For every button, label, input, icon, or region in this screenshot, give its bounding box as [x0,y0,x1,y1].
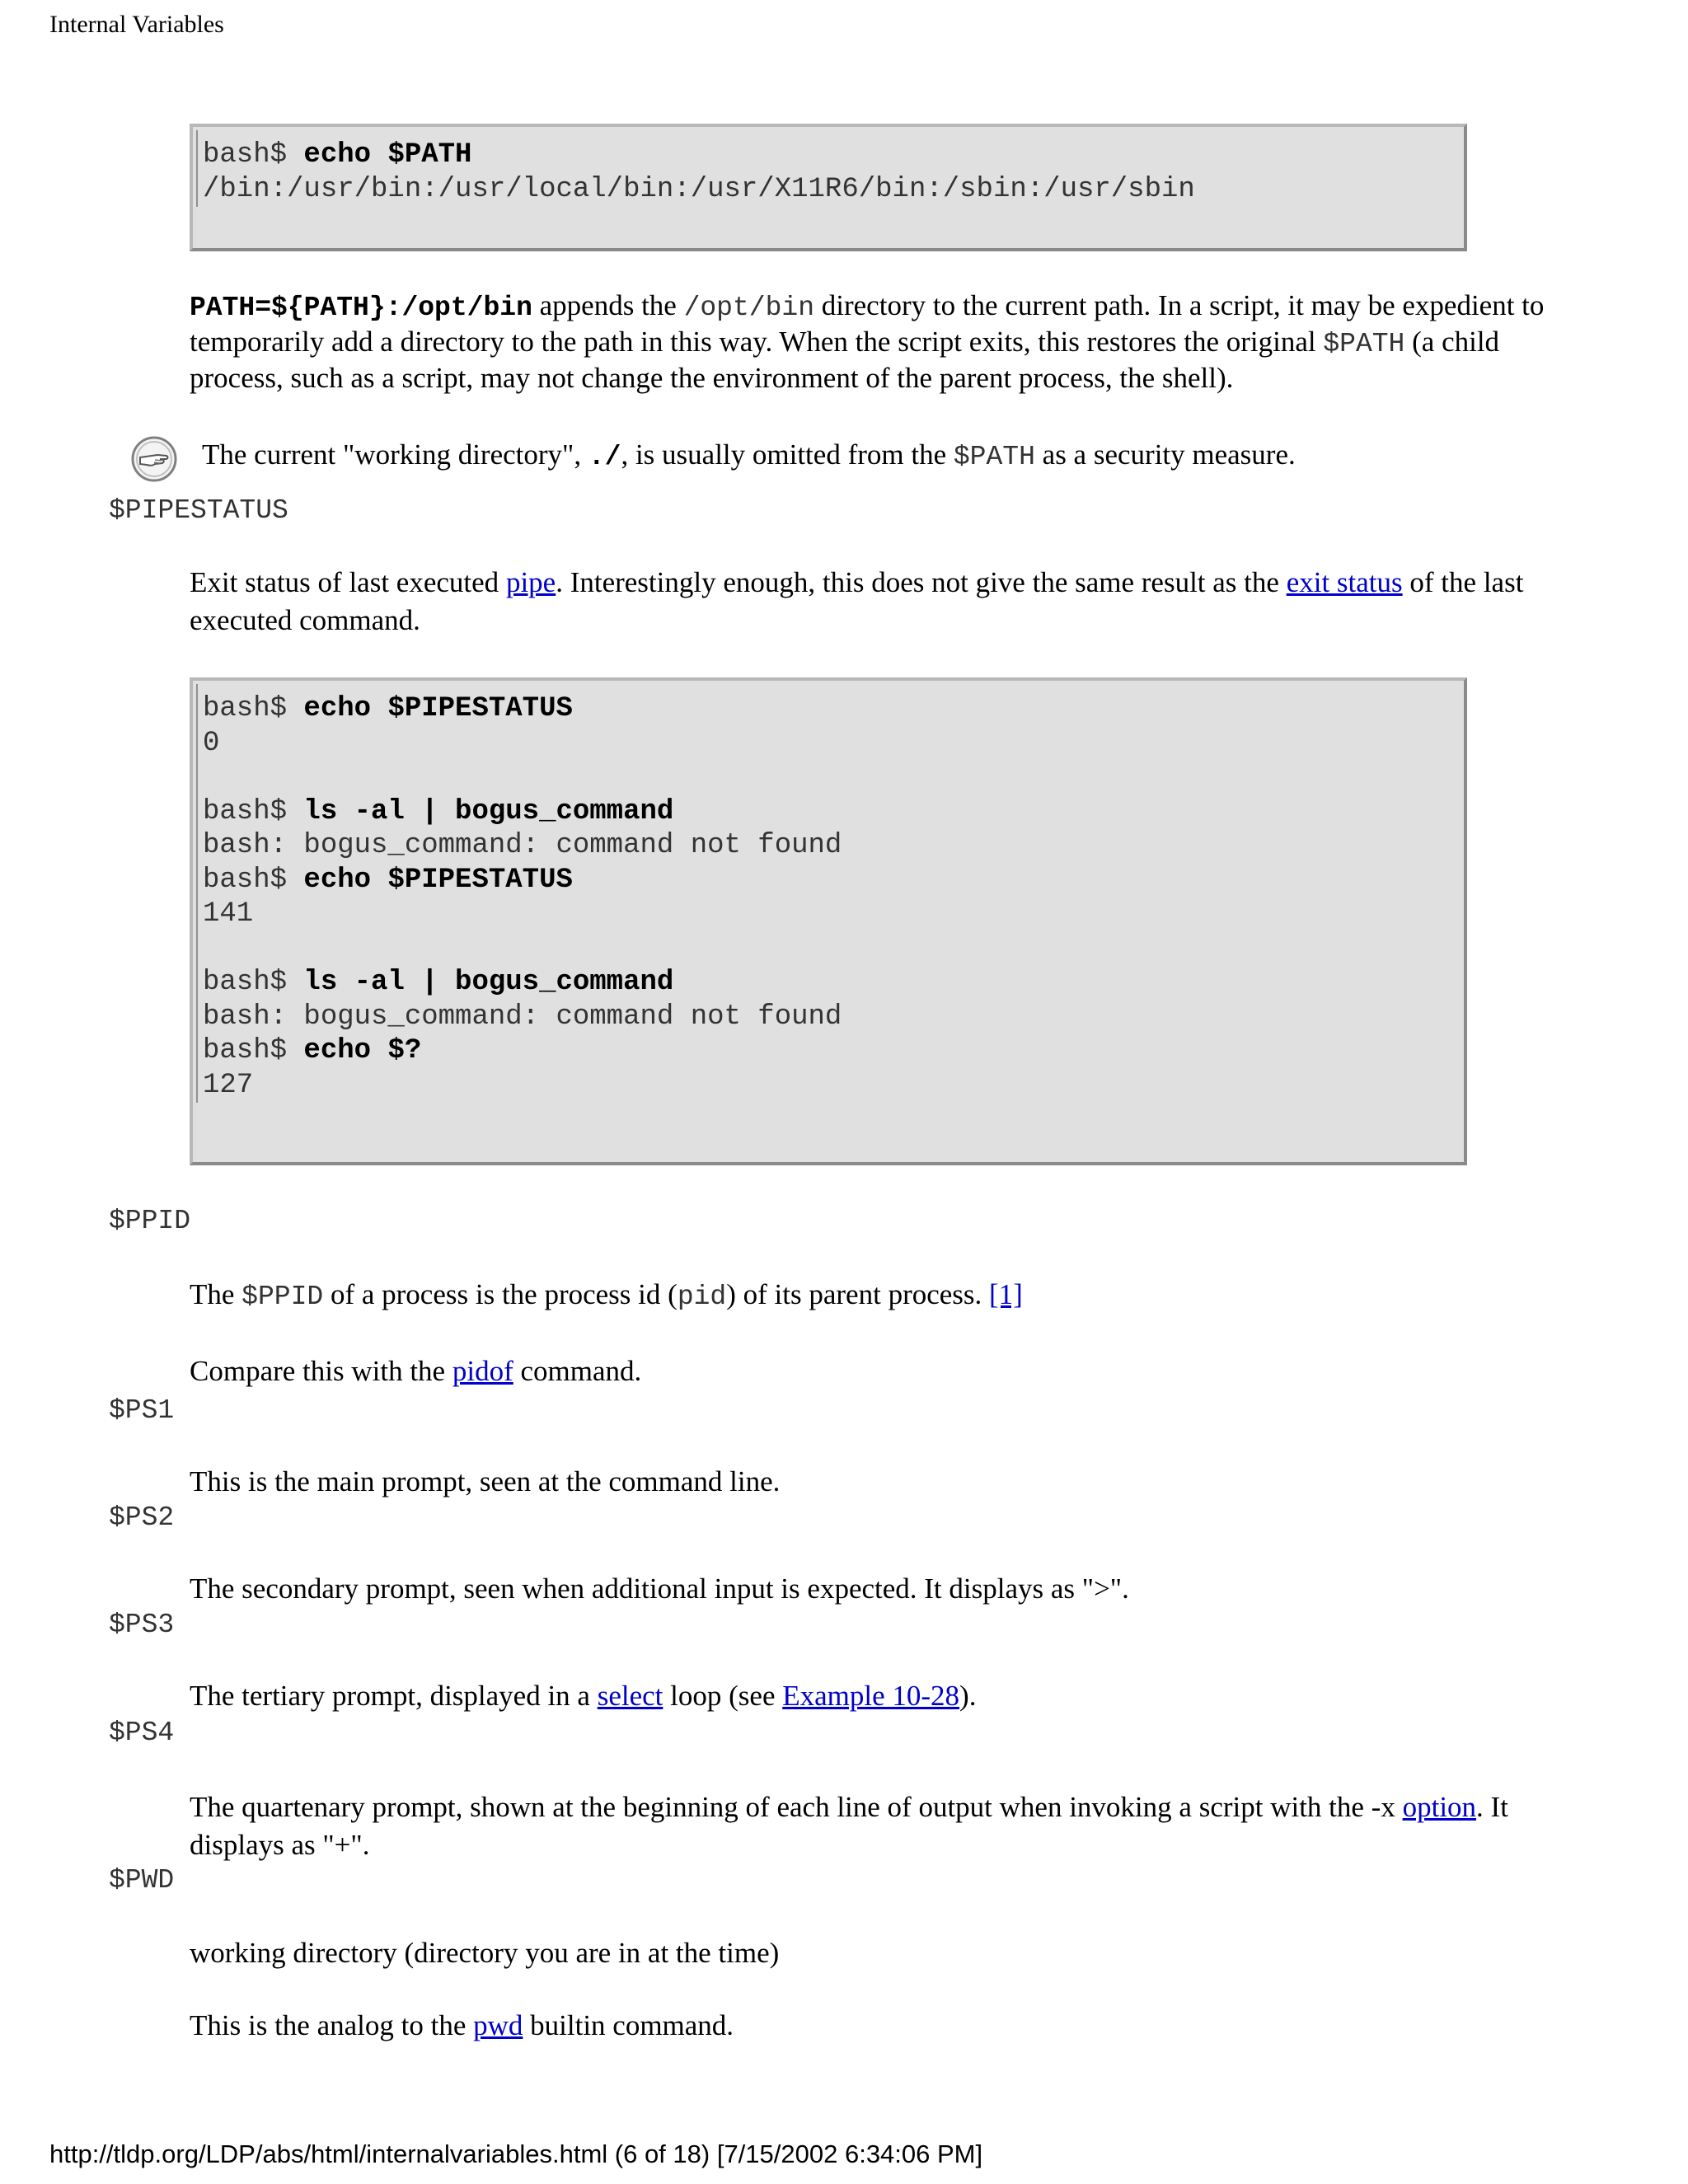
ps3-description: The tertiary prompt, displayed in a select loop (see Example 10-28). [190,1680,977,1712]
var-ps3: $PS3 [109,1610,175,1640]
exit-status-link[interactable]: exit status [1286,566,1403,598]
path-example-code: bash$ echo $PATH /bin:/usr/bin:/usr/local/bin:/usr/X11R6/bin:/sbin:/usr/sbin [196,130,1464,207]
note-text: The current "working directory", ./, is usually omitted from the $PATH as a security measure. [202,438,1296,472]
option-link[interactable]: option [1402,1791,1477,1823]
pipe-link[interactable]: pipe [505,566,556,598]
example-10-28-link[interactable]: Example 10-28 [782,1680,960,1712]
pipestatus-example-code: bash$ echo $PIPESTATUS 0 bash$ ls -al | bogus_command bash: bogus_command: command not found bash$ echo $PIPESTATUS 141 bash$ ls -al | bogus_command bash: bogus_command: command not found bash$ echo $? 127 [196,684,1464,1103]
pwd-link[interactable]: pwd [473,2009,523,2041]
ps2-description: The secondary prompt, seen when additional input is expected. It displays as ">". [190,1572,1129,1605]
page-header-title: Internal Variables [49,11,224,38]
path-example-screen [190,124,1467,251]
ppid-description: The $PPID of a process is the process id (pid) of its parent process. [1] [190,1278,1023,1312]
var-ps4: $PS4 [109,1718,175,1748]
pipestatus-example-screen [190,677,1467,1165]
footnote-1-link[interactable]: [1] [989,1278,1023,1310]
pwd-analog: This is the analog to the pwd builtin command. [190,2009,734,2041]
var-pipestatus: $PIPESTATUS [109,495,288,526]
pidof-link[interactable]: pidof [452,1355,513,1387]
pipestatus-description: Exit status of last executed pipe. Interestingly enough, this does not give the same result as the exit status of the last executed command. [190,566,1524,636]
pwd-description: working directory (directory you are in at the time) [190,1937,780,1969]
select-link[interactable]: select [597,1680,663,1712]
var-ps1: $PS1 [109,1395,175,1426]
ps4-description: The quartenary prompt, shown at the beginning of each line of output when invoking a script with the -x option. It displays as "+". [190,1791,1508,1861]
ps1-description: This is the main prompt, seen at the command line. [190,1465,781,1497]
var-ps2: $PS2 [109,1502,175,1533]
var-ppid: $PPID [109,1206,191,1236]
note-hand-icon [130,435,178,483]
ppid-compare: Compare this with the pidof command. [190,1355,642,1387]
var-pwd: $PWD [109,1865,175,1896]
page-footer-url: http://tldp.org/LDP/abs/html/internalvariables.html (6 of 18) [7/15/2002 6:34:06 PM] [49,2139,983,2168]
path-append-paragraph: PATH=${PATH}:/opt/bin appends the /opt/bin directory to the current path. In a script, it may be expedient to temporarily add a directory to the path in this way. When the script exits, this restores the original $PATH (a child process, such as a script, may not change the environment of the parent process, the shell). [190,289,1545,394]
